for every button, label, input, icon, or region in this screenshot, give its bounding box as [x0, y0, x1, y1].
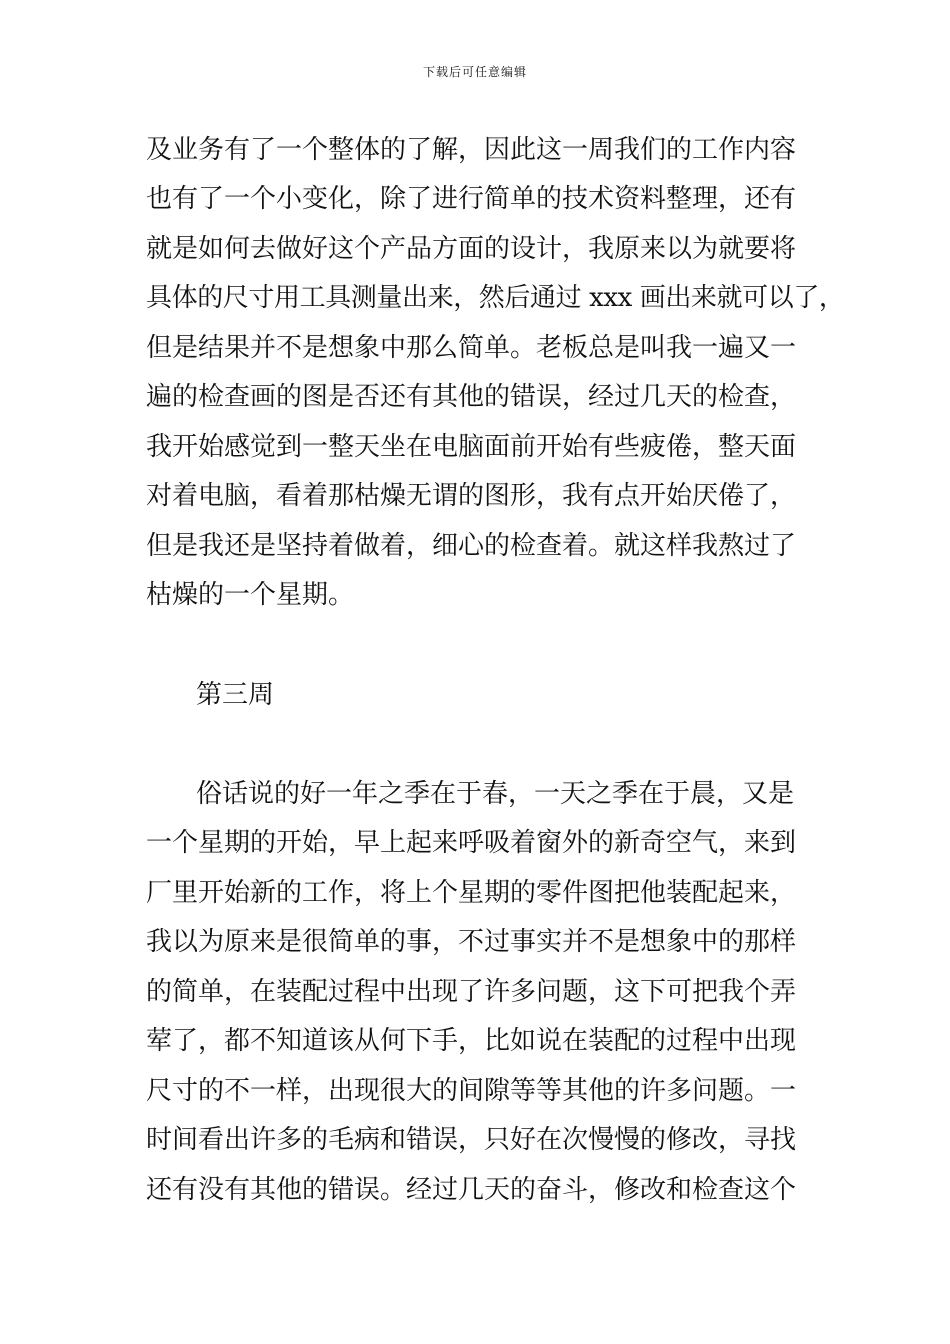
paragraph-line: 具体的尺寸用工具测量出来，然后通过 xxx 画出来就可以了， [146, 283, 845, 313]
paragraph-line: 及业务有了一个整体的了解，因此这一周我们的工作内容 [146, 135, 797, 165]
paragraph-line: 俗话说的好一年之季在于春，一天之季在于晨，又是 [196, 779, 795, 809]
page-header: 下载后可任意编辑 [422, 65, 527, 79]
paragraph-line: 厂里开始新的工作，将上个星期的零件图把他装配起来， [146, 878, 797, 908]
paragraph-line: 枯燥的一个星期。 [146, 580, 355, 610]
paragraph-line: 我以为原来是很简单的事，不过事实并不是想象中的那样 [146, 927, 797, 957]
paragraph-line: 但是我还是坚持着做着，细心的检查着。就这样我熬过了 [146, 531, 797, 561]
paragraph-line: 还有没有其他的错误。经过几天的奋斗，修改和检查这个 [146, 1175, 797, 1205]
paragraph-line: 也有了一个小变化，除了进行简单的技术资料整理，还有 [146, 184, 797, 214]
paragraph-line: 时间看出许多的毛病和错误，只好在次慢慢的修改，寻找 [146, 1125, 797, 1155]
paragraph-line: 荤了，都不知道该从何下手，比如说在装配的过程中出现 [146, 1026, 797, 1056]
paragraph-line: 就是如何去做好这个产品方面的设计，我原来以为就要将 [146, 234, 797, 264]
paragraph-line: 一个星期的开始，早上起来呼吸着窗外的新奇空气，来到 [146, 828, 797, 858]
paragraph-line: 的简单，在装配过程中出现了许多问题，这下可把我个弄 [146, 977, 797, 1007]
paragraph-line: 遍的检查画的图是否还有其他的错误，经过几天的检查， [146, 382, 797, 412]
paragraph-line: 尺寸的不一样，出现很大的间隙等等其他的许多问题。一 [146, 1076, 797, 1106]
paragraph-line: 我开始感觉到一整天坐在电脑面前开始有些疲倦，整天面 [146, 432, 797, 462]
paragraph-line: 但是结果并不是想象中那么简单。老板总是叫我一遍又一 [146, 333, 797, 363]
section-heading: 第三周 [196, 680, 275, 710]
paragraph-line: 对着电脑，看着那枯燥无谓的图形，我有点开始厌倦了， [146, 481, 797, 511]
